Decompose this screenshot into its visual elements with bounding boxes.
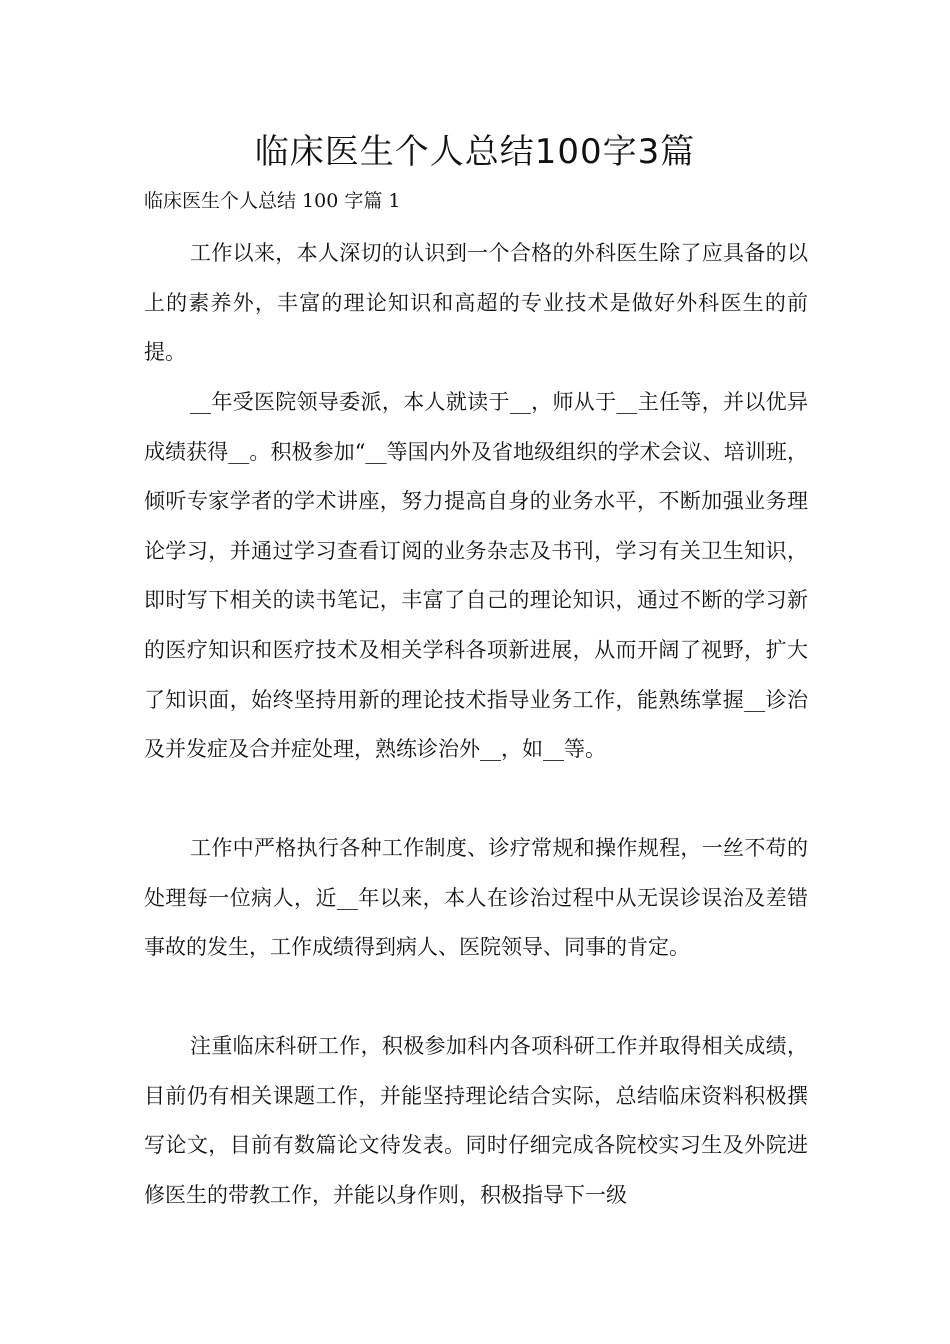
section-heading: 临床医生个人总结 100 字篇 1	[144, 190, 401, 212]
paragraph-1: 工作以来，本人深切的认识到一个合格的外科医生除了应具备的以上的素养外，丰富的理论知识和高超的专业技术是做好外科医生的前提。	[144, 241, 808, 365]
document-title: 临床医生个人总结100字3篇	[254, 132, 696, 172]
paragraph-2: __年受医院领导委派，本人就读于__，师从于__主任等，并以优异成绩获得__。积极参加“__等国内外及省地级组织的学术会议、培训班，倾听专家学者的学术讲座，努力提高自身的业务水平，不断加强业务理论学习，并通过学习查看订阅的业务杂志及书刊，学习有关卫生知识，即时写下相关的读书笔记，丰富了自己的理论知识，通过不断的学习新的医疗知识和医疗技术及相关学科各项新进展，从而开阔了视野，扩大了知识面，始终坚持用新的理论技术指导业务工作，能熟练掌握__诊治及并发症及合并症处理，熟练诊治外__，如__等。	[144, 390, 808, 762]
paragraph-3: 工作中严格执行各种工作制度、诊疗常规和操作规程，一丝不苟的处理每一位病人，近__年以来，本人在诊治过程中从无误诊误治及差错事故的发生，工作成绩得到病人、医院领导、同事的肯定。	[144, 836, 808, 960]
paragraph-4: 注重临床科研工作，积极参加科内各项科研工作并取得相关成绩，目前仍有相关课题工作，并能坚持理论结合实际，总结临床资料积极撰写论文，目前有数篇论文待发表。同时仔细完成各院校实习生及外院进修医生的带教工作，并能以身作则，积极指导下一级	[144, 1034, 808, 1207]
